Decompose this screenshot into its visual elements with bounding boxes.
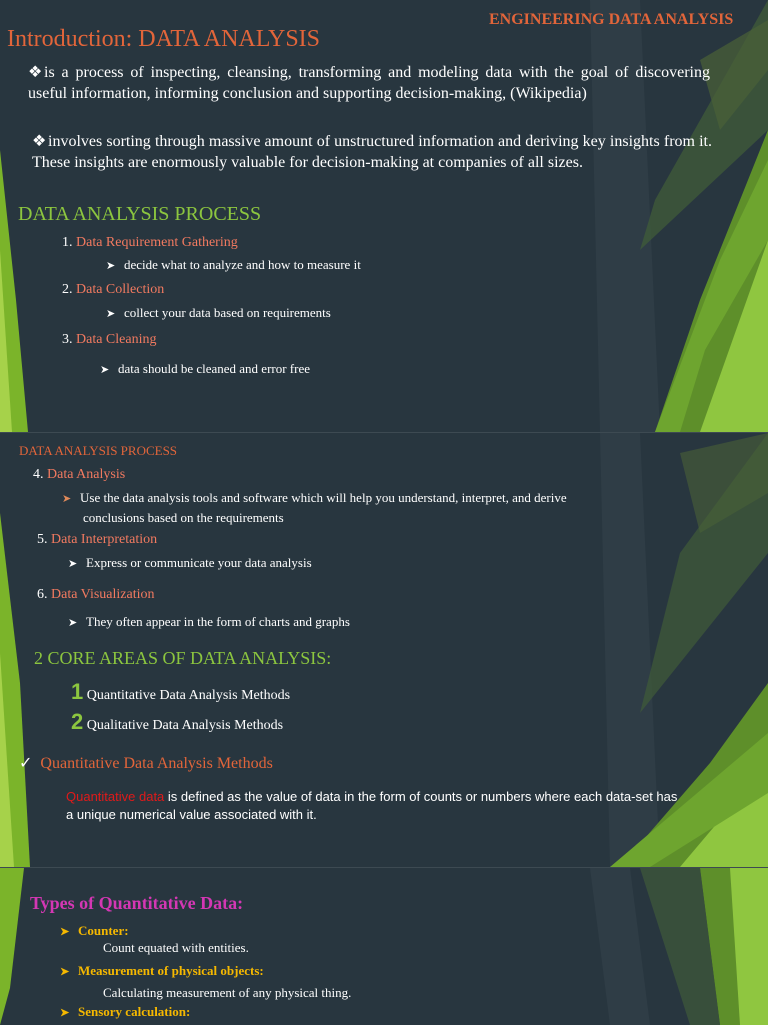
core-areas-title: 2 CORE AREAS OF DATA ANALYSIS: (34, 648, 332, 668)
definition-term: Quantitative data (66, 789, 165, 804)
type-measurement-desc: Calculating measurement of any physical thing. (103, 985, 352, 1000)
intro-bullet-2: ❖ involves sorting through massive amount of unstructured information and deriving key insights from it. These insights are enormously valuable for decision-making at companies of all sizes. (32, 133, 712, 171)
step-2-detail: ➤ collect your data based on requirements (106, 305, 331, 320)
arrow-bullet-icon: ➤ (106, 260, 116, 272)
definition-line-1: Quantitative data is defined as the value of data in the form of counts or numbers where each data-set has (66, 789, 678, 804)
slide-3 (0, 867, 768, 1025)
arrow-bullet-icon: ➤ (62, 493, 72, 505)
deck-header: ENGINEERING DATA ANALYSIS (489, 11, 734, 28)
step-5: 5. Data Interpretation (37, 532, 158, 547)
diamond-bullet-icon: ❖ (28, 64, 43, 81)
core-area-2: 2 Qualitative Data Analysis Methods (71, 709, 284, 734)
checkmark-icon: ✓ (19, 753, 33, 772)
type-measurement: ➤ Measurement of physical objects: (60, 963, 264, 978)
slide-2 (0, 432, 768, 867)
arrow-bullet-icon: ➤ (60, 1007, 70, 1019)
type-counter-desc: Count equated with entities. (103, 940, 249, 955)
number-1-icon: 1 (71, 679, 84, 704)
diamond-bullet-icon: ❖ (32, 133, 47, 150)
number-2-icon: 2 (71, 709, 84, 734)
arrow-bullet-icon: ➤ (68, 558, 78, 570)
arrow-bullet-icon: ➤ (60, 966, 70, 978)
slide-title: Introduction: DATA ANALYSIS (7, 26, 321, 52)
step-3: 3. Data Cleaning (62, 332, 157, 347)
step-4-detail-line-2: conclusions based on the requirements (83, 510, 284, 525)
step-3-detail: ➤ data should be cleaned and error free (100, 361, 311, 376)
step-4: 4. Data Analysis (33, 467, 126, 482)
step-1-detail: ➤ decide what to analyze and how to measure it (106, 257, 361, 272)
definition-line-2: a unique numerical value associated with it. (66, 807, 317, 822)
type-sensory: ➤ Sensory calculation: (60, 1004, 191, 1019)
step-1: 1. Data Requirement Gathering (62, 235, 238, 250)
arrow-bullet-icon: ➤ (106, 308, 116, 320)
slide-title: Types of Quantitative Data: (30, 893, 244, 913)
arrow-bullet-icon: ➤ (68, 617, 78, 629)
arrow-bullet-icon: ➤ (60, 926, 70, 938)
step-6-detail: ➤ They often appear in the form of charts and graphs (68, 614, 350, 629)
step-5-detail: ➤ Express or communicate your data analysis (68, 555, 312, 570)
intro-bullet-1: ❖ is a process of inspecting, cleansing, transforming and modeling data with the goal of discovering useful information, informing conclusion and supporting decision-making, (Wikipedia) (28, 64, 710, 102)
step-2: 2. Data Collection (62, 282, 165, 297)
type-counter: ➤ Counter: (60, 923, 129, 938)
core-area-1: 1 Quantitative Data Analysis Methods (71, 679, 291, 704)
step-4-detail: ➤ Use the data analysis tools and software which will help you understand, interpret, and derive (62, 490, 567, 505)
arrow-bullet-icon: ➤ (100, 364, 110, 376)
step-6: 6. Data Visualization (37, 587, 155, 602)
slide-title: DATA ANALYSIS PROCESS (19, 443, 178, 458)
slide-1 (0, 0, 768, 432)
section-title: DATA ANALYSIS PROCESS (18, 203, 262, 225)
check-heading: ✓ Quantitative Data Analysis Methods (19, 753, 273, 772)
